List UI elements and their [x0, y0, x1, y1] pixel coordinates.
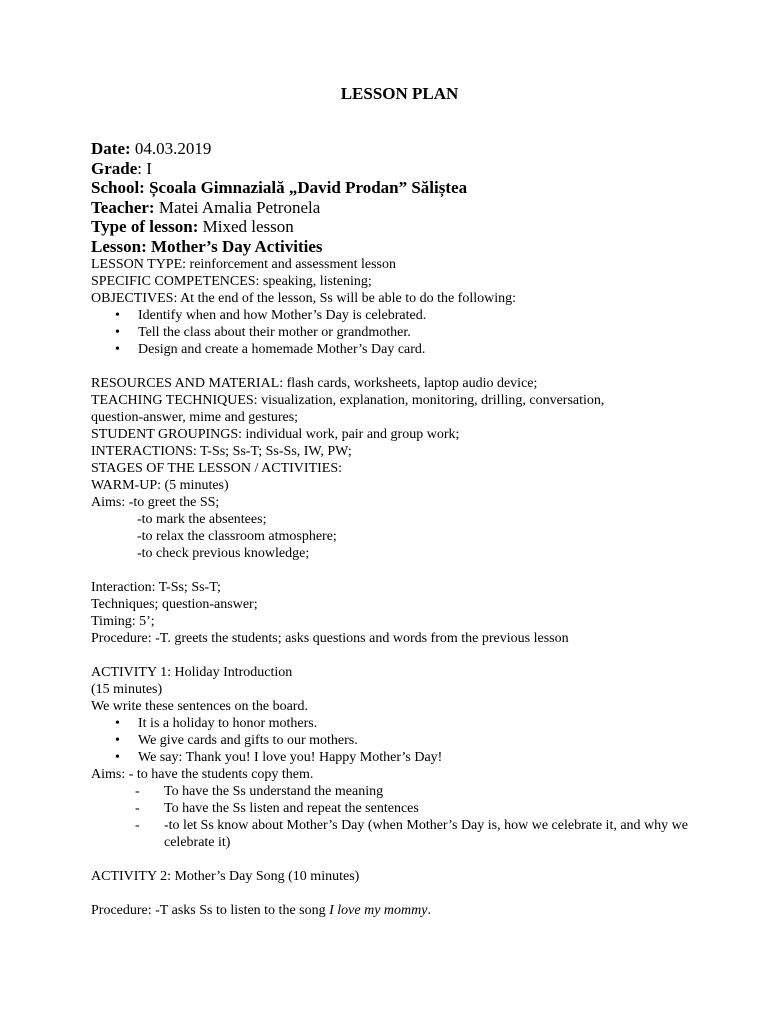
lesson-value: Mother’s Day Activities: [146, 236, 323, 256]
objectives-intro: OBJECTIVES: At the end of the lesson, Ss will be able to do the following:: [91, 291, 517, 306]
list-item: • We give cards and gifts to our mothers.: [91, 732, 698, 749]
activity1-sentences: [91, 715, 698, 766]
teaching-techniques-continued: question-answer, mime and gestures;: [91, 410, 299, 425]
activity1-intro: We write these sentences on the board.: [91, 699, 308, 714]
list-item: • Tell the class about their mother or grandmother.: [91, 324, 698, 341]
resources: RESOURCES AND MATERIAL: flash cards, worksheets, laptop audio device;: [91, 376, 538, 391]
warmup-interaction: Interaction: T-Ss; Ss-T;: [91, 580, 221, 595]
list-item: • Identify when and how Mother’s Day is celebrated.: [91, 307, 698, 324]
activity2-title: ACTIVITY 2: Mother’s Day Song (10 minutes): [91, 869, 360, 884]
student-groupings: STUDENT GROUPINGS: individual work, pair and group work;: [91, 427, 460, 442]
date-value: 04.03.2019: [130, 139, 212, 158]
list-item: • It is a holiday to honor mothers.: [91, 715, 698, 732]
stages-heading: STAGES OF THE LESSON / ACTIVITIES:: [91, 461, 343, 476]
school-label: School:: [91, 178, 145, 197]
song-title: I love my mommy: [329, 903, 428, 918]
date-label: Date:: [91, 139, 131, 158]
warmup-aim: -to relax the classroom atmosphere;: [137, 529, 337, 544]
warmup-procedure: Procedure: -T. greets the students; asks questions and words from the previous lesson: [91, 631, 569, 646]
activity2-procedure-text: Procedure: -T asks Ss to listen to the song: [91, 903, 330, 918]
objectives-list: [91, 307, 698, 358]
lesson-type: LESSON TYPE: reinforcement and assessment lesson: [91, 257, 396, 272]
teaching-techniques: TEACHING TECHNIQUES: visualization, explanation, monitoring, drilling, conversation,: [91, 393, 605, 408]
activity1-aims: Aims: - to have the students copy them.: [91, 767, 314, 782]
warmup-aims: Aims: -to greet the SS;: [91, 495, 220, 510]
activity2-procedure: [91, 902, 698, 919]
activity1-duration: (15 minutes): [91, 682, 163, 697]
warmup-timing: Timing: 5’;: [91, 614, 155, 629]
page-title: LESSON PLAN: [340, 84, 459, 103]
lesson-label: Lesson:: [91, 236, 147, 256]
list-item: • We say: Thank you! I love you! Happy Mother’s Day!: [91, 749, 698, 766]
list-item: • Design and create a homemade Mother’s Day card.: [91, 341, 698, 358]
school-row: [91, 178, 698, 198]
list-item: - -to let Ss know about Mother’s Day (when Mother’s Day is, how we celebrate it, and why we celebrate it): [91, 817, 698, 851]
teacher-label: Teacher:: [91, 197, 155, 217]
warmup-techniques: Techniques; question-answer;: [91, 597, 258, 612]
activity1-aims-list: [91, 783, 698, 851]
grade-row: [91, 159, 698, 179]
specific-competences: SPECIFIC COMPETENCES: speaking, listening;: [91, 274, 372, 289]
warmup-title: WARM-UP: (5 minutes): [91, 478, 229, 493]
warmup-aim: -to check previous knowledge;: [137, 546, 310, 561]
teacher-value: Matei Amalia Petronela: [154, 197, 321, 217]
grade-value: : I: [137, 158, 152, 178]
grade-label: Grade: [91, 158, 138, 178]
type-of-lesson-row: [91, 217, 698, 237]
type-of-lesson-label: Type of lesson:: [91, 217, 199, 236]
type-of-lesson-value: Mixed lesson: [198, 217, 294, 236]
activity2-procedure-end: .: [427, 903, 431, 918]
teacher-row: [91, 198, 698, 218]
lesson-header: [91, 139, 698, 256]
activity1-title: ACTIVITY 1: Holiday Introduction: [91, 665, 293, 680]
list-item: - To have the Ss listen and repeat the sentences: [91, 800, 698, 817]
lesson-row: [91, 237, 698, 257]
interactions: INTERACTIONS: T-Ss; Ss-T; Ss-Ss, IW, PW;: [91, 444, 352, 459]
date-row: [91, 139, 698, 159]
warmup-aim: -to mark the absentees;: [137, 512, 267, 527]
school-value: Școala Gimnazială „David Prodan” Săliștea: [144, 178, 468, 197]
list-item: - To have the Ss understand the meaning: [91, 783, 698, 800]
